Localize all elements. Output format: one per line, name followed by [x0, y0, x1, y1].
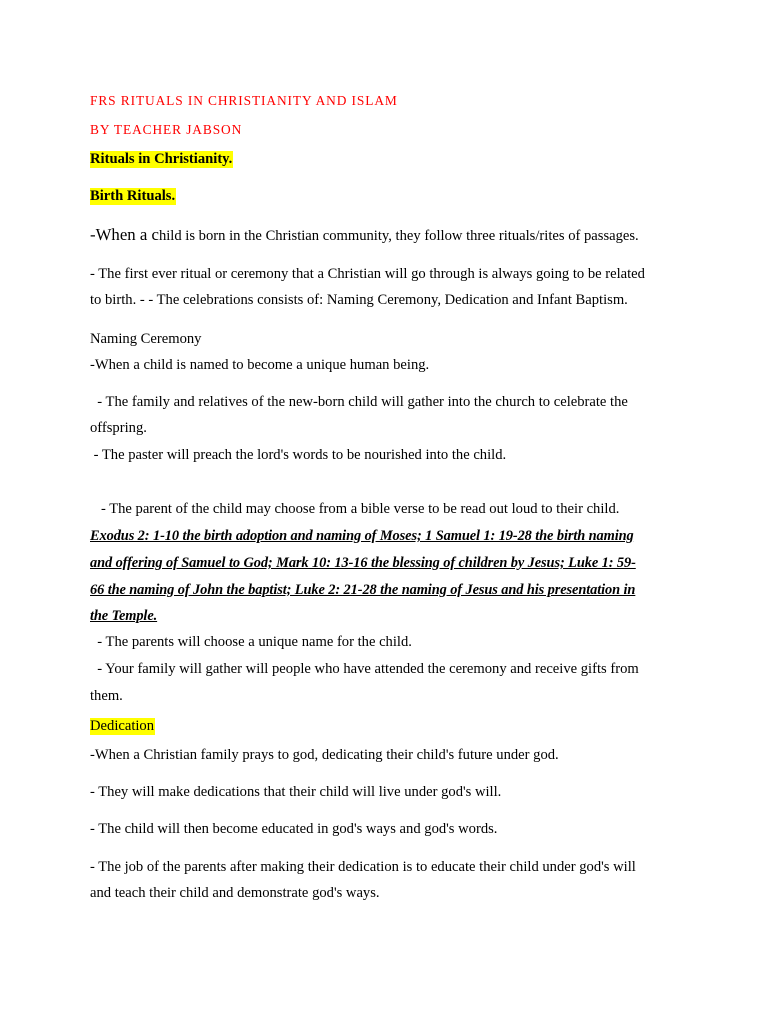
naming-paragraph-1: -When a child is named to become a unique human being. — [90, 357, 430, 373]
naming-paragraph-2-line-2: offspring. — [90, 420, 147, 436]
intro-lead: -When a c — [90, 225, 159, 244]
naming-paragraph-4: - The parent of the child may choose from a bible verse to be read out loud to their child. — [90, 501, 620, 517]
naming-heading: Naming Ceremony — [90, 331, 202, 347]
naming-paragraph-5: - The parents will choose a unique name for the child. — [90, 634, 412, 650]
naming-paragraph-6-line-2: them. — [90, 688, 123, 704]
first-ritual-line-1: - The first ever ritual or ceremony that a Christian will go through is always going to be related — [90, 266, 645, 282]
dedication-paragraph-4-line-1: - The job of the parents after making their dedication is to educate their child under god's will — [90, 859, 636, 875]
intro-rest: hild is born in the Christian community, they follow three rituals/rites of passages. — [158, 228, 639, 244]
dedication-paragraph-4-line-2: and teach their child and demonstrate god's ways. — [90, 885, 380, 901]
intro-paragraph — [90, 226, 639, 245]
dedication-heading: Dedication — [90, 718, 155, 734]
naming-paragraph-2-line-1: - The family and relatives of the new-born child will gather into the church to celebrate the — [90, 394, 628, 410]
section-heading: Rituals in Christianity. — [90, 151, 233, 167]
document-author: BY TEACHER JABSON — [90, 122, 243, 137]
dedication-heading-wrapper — [90, 717, 155, 735]
section-heading-wrapper — [90, 150, 233, 168]
naming-paragraph-6-line-1: - Your family will gather will people who have attended the ceremony and receive gifts from — [90, 661, 639, 677]
subsection-heading: Birth Rituals. — [90, 188, 176, 204]
first-ritual-line-2: to birth. - - The celebrations consists of: Naming Ceremony, Dedication and Infant Baptism. — [90, 292, 628, 308]
dedication-paragraph-2: - They will make dedications that their child will live under god's will. — [90, 784, 502, 800]
document-title: FRS RITUALS IN CHRISTIANITY AND ISLAM — [90, 93, 398, 108]
subsection-heading-wrapper — [90, 187, 176, 205]
scripture-reference-line-3: 66 the naming of John the baptist; Luke 2: 21-28 the naming of Jesus and his presentation in — [90, 582, 636, 598]
scripture-reference-line-1: Exodus 2: 1-10 the birth adoption and naming of Moses; 1 Samuel 1: 19-28 the birth naming — [90, 528, 634, 544]
scripture-reference-line-4: the Temple. — [90, 608, 158, 624]
dedication-paragraph-3: - The child will then become educated in god's ways and god's words. — [90, 821, 498, 837]
scripture-reference-line-2: and offering of Samuel to God; Mark 10: 13-16 the blessing of children by Jesus; Luke 1: 59- — [90, 555, 636, 571]
dedication-paragraph-1: -When a Christian family prays to god, dedicating their child's future under god. — [90, 747, 559, 763]
naming-paragraph-3: - The paster will preach the lord's words to be nourished into the child. — [90, 447, 507, 463]
